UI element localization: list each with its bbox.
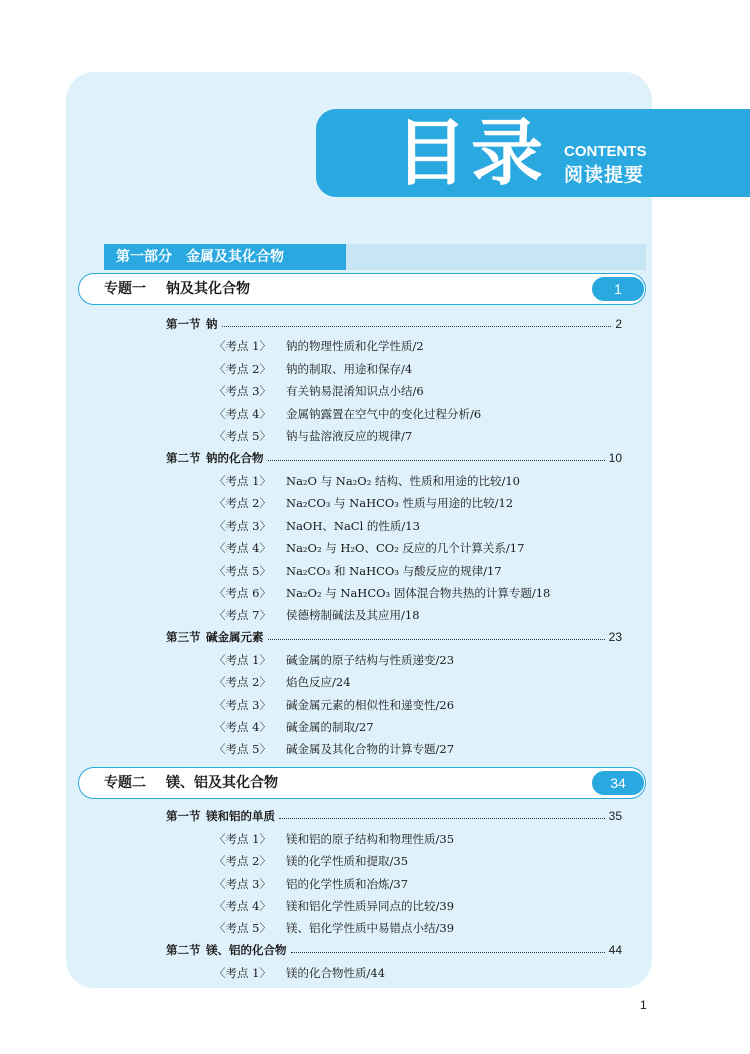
kaodian-item[interactable] [214,539,524,557]
kaodian-text: 镁的化合物性质/44 [286,966,386,980]
section-number: 第三节 [166,630,201,644]
kaodian-item[interactable] [214,337,424,355]
section-row[interactable] [166,807,622,825]
kaodian-text: Na₂O₂ 与 H₂O、CO₂ 反应的几个计算关系/17 [286,541,525,555]
kaodian-item[interactable] [214,405,481,423]
kaodian-tag: 〈考点 4〉 [214,899,271,913]
kaodian-item[interactable] [214,360,412,378]
section-page: 23 [608,630,622,644]
kaodian-text: Na₂CO₃ 与 NaHCO₃ 性质与用途的比较/12 [286,496,514,510]
kaodian-tag: 〈考点 7〉 [214,608,271,622]
kaodian-item[interactable] [214,517,420,535]
leader-dots [268,639,605,640]
kaodian-item[interactable] [214,919,454,937]
kaodian-tag: 〈考点 4〉 [214,720,271,734]
section-page: 2 [615,317,622,331]
kaodian-item[interactable] [214,852,408,870]
kaodian-text: 碱金属元素的相似性和递变性/26 [286,698,455,712]
kaodian-text: 侯德榜制碱法及其应用/18 [286,608,420,622]
kaodian-tag: 〈考点 3〉 [214,698,271,712]
topic-title: 钠及其化合物 [166,281,250,297]
kaodian-text: 有关钠易混淆知识点小结/6 [286,384,424,398]
kaodian-text: 钠与盐溶液反应的规律/7 [286,429,413,443]
kaodian-item[interactable] [214,718,374,736]
leader-dots [222,326,612,327]
kaodian-tag: 〈考点 1〉 [214,474,271,488]
kaodian-tag: 〈考点 1〉 [214,966,271,980]
title-en: CONTENTS [564,143,647,160]
section-title: 镁、铝的化合物 [206,943,287,957]
kaodian-text: 焰色反应/24 [286,675,351,689]
kaodian-tag: 〈考点 3〉 [214,384,271,398]
section-number: 第一节 [166,317,201,331]
topic-page-badge: 1 [592,277,644,301]
kaodian-text: 镁的化学性质和提取/35 [286,854,409,868]
kaodian-text: Na₂O₂ 与 NaHCO₃ 固体混合物共热的计算专题/18 [286,586,551,600]
kaodian-tag: 〈考点 4〉 [214,407,271,421]
topic-row[interactable] [78,767,646,799]
kaodian-text: 镁和铝的原子结构和物理性质/35 [286,832,455,846]
kaodian-tag: 〈考点 5〉 [214,921,271,935]
kaodian-tag: 〈考点 2〉 [214,362,271,376]
section-row[interactable] [166,449,622,467]
kaodian-text: 钠的物理性质和化学性质/2 [286,339,424,353]
title-subtitle: 阅读提要 [564,164,645,186]
kaodian-tag: 〈考点 3〉 [214,877,271,891]
topic-number: 专题一 [104,281,146,297]
topic-page-badge: 34 [592,771,644,795]
kaodian-tag: 〈考点 3〉 [214,519,271,533]
kaodian-text: 钠的制取、用途和保存/4 [286,362,413,376]
kaodian-item[interactable] [214,964,385,982]
section-row[interactable] [166,315,622,333]
section-number: 第二节 [166,943,201,957]
section-page: 35 [608,809,622,823]
kaodian-item[interactable] [214,494,513,512]
kaodian-tag: 〈考点 6〉 [214,586,271,600]
page-number: 1 [640,998,647,1012]
kaodian-item[interactable] [214,584,550,602]
leader-dots [279,818,605,819]
kaodian-item[interactable] [214,606,420,624]
kaodian-item[interactable] [214,830,454,848]
kaodian-tag: 〈考点 1〉 [214,339,271,353]
kaodian-item[interactable] [214,472,520,490]
kaodian-text: 碱金属的制取/27 [286,720,374,734]
kaodian-tag: 〈考点 5〉 [214,742,271,756]
kaodian-text: 碱金属的原子结构与性质递变/23 [286,653,455,667]
kaodian-item[interactable] [214,740,454,758]
section-number: 第一节 [166,809,201,823]
kaodian-tag: 〈考点 2〉 [214,496,271,510]
section-page: 44 [608,943,622,957]
section-title: 镁和铝的单质 [206,809,275,823]
section-title: 碱金属元素 [206,630,264,644]
kaodian-text: 镁和铝化学性质异同点的比较/39 [286,899,455,913]
kaodian-item[interactable] [214,673,351,691]
kaodian-text: Na₂CO₃ 和 NaHCO₃ 与酸反应的规律/17 [286,564,502,578]
kaodian-tag: 〈考点 2〉 [214,854,271,868]
section-row[interactable] [166,941,622,959]
kaodian-item[interactable] [214,427,412,445]
kaodian-text: 金属钠露置在空气中的变化过程分析/6 [286,407,482,421]
kaodian-item[interactable] [214,562,502,580]
kaodian-text: Na₂O 与 Na₂O₂ 结构、性质和用途的比较/10 [286,474,520,488]
kaodian-text: 镁、铝化学性质中易错点小结/39 [286,921,455,935]
topic-title: 镁、铝及其化合物 [166,775,278,791]
leader-dots [268,460,605,461]
part-heading[interactable]: 第一部分 金属及其化合物 [104,244,346,270]
section-page: 10 [608,451,622,465]
kaodian-item[interactable] [214,897,454,915]
kaodian-tag: 〈考点 1〉 [214,832,271,846]
kaodian-tag: 〈考点 5〉 [214,564,271,578]
kaodian-item[interactable] [214,875,408,893]
kaodian-text: 铝的化学性质和冶炼/37 [286,877,409,891]
kaodian-item[interactable] [214,651,454,669]
topic-number: 专题二 [104,775,146,791]
section-row[interactable] [166,628,622,646]
kaodian-text: NaOH、NaCl 的性质/13 [286,519,420,533]
kaodian-item[interactable] [214,382,424,400]
page-title: 目录 [395,111,548,195]
section-title: 钠 [206,317,218,331]
kaodian-tag: 〈考点 2〉 [214,675,271,689]
kaodian-tag: 〈考点 1〉 [214,653,271,667]
topic-row[interactable] [78,273,646,305]
leader-dots [291,952,605,953]
section-title: 钠的化合物 [206,451,264,465]
section-number: 第二节 [166,451,201,465]
kaodian-tag: 〈考点 5〉 [214,429,271,443]
kaodian-tag: 〈考点 4〉 [214,541,271,555]
kaodian-text: 碱金属及其化合物的计算专题/27 [286,742,455,756]
kaodian-item[interactable] [214,696,454,714]
